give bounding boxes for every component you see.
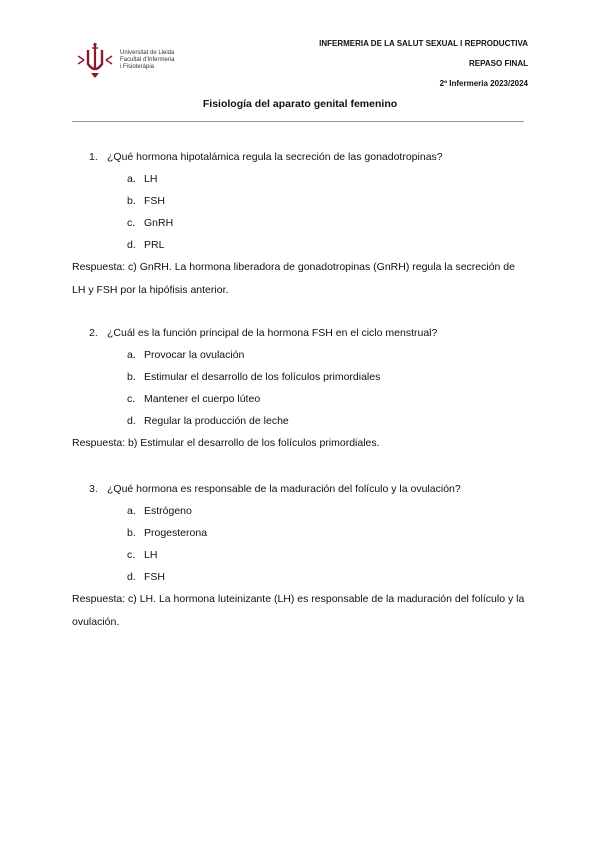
option-letter: a. xyxy=(127,349,136,361)
answer-3: Respuesta: c) LH. La hormona luteinizante (LH) es responsable de la maduración del folículo y la ovulación. xyxy=(72,593,525,628)
answer-1: Respuesta: c) GnRH. La hormona liberadora de gonadotropinas (GnRH) regula la secreción de LH y FSH por la hipófisis anterior. xyxy=(72,261,515,296)
option-letter: c. xyxy=(127,549,136,561)
title-divider xyxy=(72,121,524,122)
option-letter: a. xyxy=(127,505,136,517)
option-1a xyxy=(127,173,157,185)
logo-line: i Fisioteràpia xyxy=(120,64,155,70)
page-title: Fisiología del aparato genital femenino xyxy=(202,98,398,110)
question-2 xyxy=(89,327,437,339)
question-text: ¿Qué hormona hipotalámica regula la secreción de las gonadotropinas? xyxy=(107,151,443,163)
question-text: ¿Qué hormona es responsable de la maduración del folículo y la ovulación? xyxy=(107,483,461,495)
question-number: 2. xyxy=(89,327,98,339)
option-text: Regular la producción de leche xyxy=(144,415,289,427)
option-3c xyxy=(127,549,157,561)
logo-text xyxy=(120,50,175,71)
option-2b xyxy=(127,371,380,383)
option-text: Estrógeno xyxy=(144,505,192,517)
logo-line: Facultat d'Infermeria xyxy=(120,57,175,63)
question-3 xyxy=(89,483,461,495)
option-1b xyxy=(127,195,165,207)
option-1c xyxy=(127,217,173,229)
option-text: FSH xyxy=(144,195,165,207)
option-text: Mantener el cuerpo lúteo xyxy=(144,393,261,405)
course-title: INFERMERIA DE LA SALUT SEXUAL I REPRODUCTIVA xyxy=(319,39,528,48)
logo-line: Universitat de Lleida xyxy=(120,50,175,56)
option-letter: c. xyxy=(127,217,136,229)
option-text: FSH xyxy=(144,571,165,583)
option-text: Estimular el desarrollo de los folículos primordiales xyxy=(144,371,381,383)
option-3b xyxy=(127,527,207,539)
option-text: GnRH xyxy=(144,217,174,229)
question-number: 3. xyxy=(89,483,98,495)
option-2a xyxy=(127,349,244,361)
option-text: Progesterona xyxy=(144,527,208,539)
option-2c xyxy=(127,393,260,405)
option-2d xyxy=(127,415,289,427)
academic-year: 2º Infermeria 2023/2024 xyxy=(439,79,528,88)
option-letter: d. xyxy=(127,571,136,583)
option-letter: b. xyxy=(127,527,136,539)
option-letter: b. xyxy=(127,195,136,207)
option-text: Provocar la ovulación xyxy=(144,349,245,361)
answer-2: Respuesta: b) Estimular el desarrollo de los folículos primordiales. xyxy=(72,437,380,449)
option-text: PRL xyxy=(144,239,165,251)
option-1d xyxy=(127,239,164,251)
option-text: LH xyxy=(144,549,158,561)
option-letter: a. xyxy=(127,173,136,185)
exam-title: REPASO FINAL xyxy=(469,59,528,68)
option-letter: c. xyxy=(127,393,136,405)
option-3a xyxy=(127,505,192,517)
question-number: 1. xyxy=(89,151,98,163)
question-1 xyxy=(89,151,443,163)
option-3d xyxy=(127,571,165,583)
option-text: LH xyxy=(144,173,158,185)
question-text: ¿Cuál es la función principal de la hormona FSH en el ciclo menstrual? xyxy=(107,327,438,339)
option-letter: d. xyxy=(127,239,136,251)
option-letter: b. xyxy=(127,371,136,383)
option-letter: d. xyxy=(127,415,136,427)
